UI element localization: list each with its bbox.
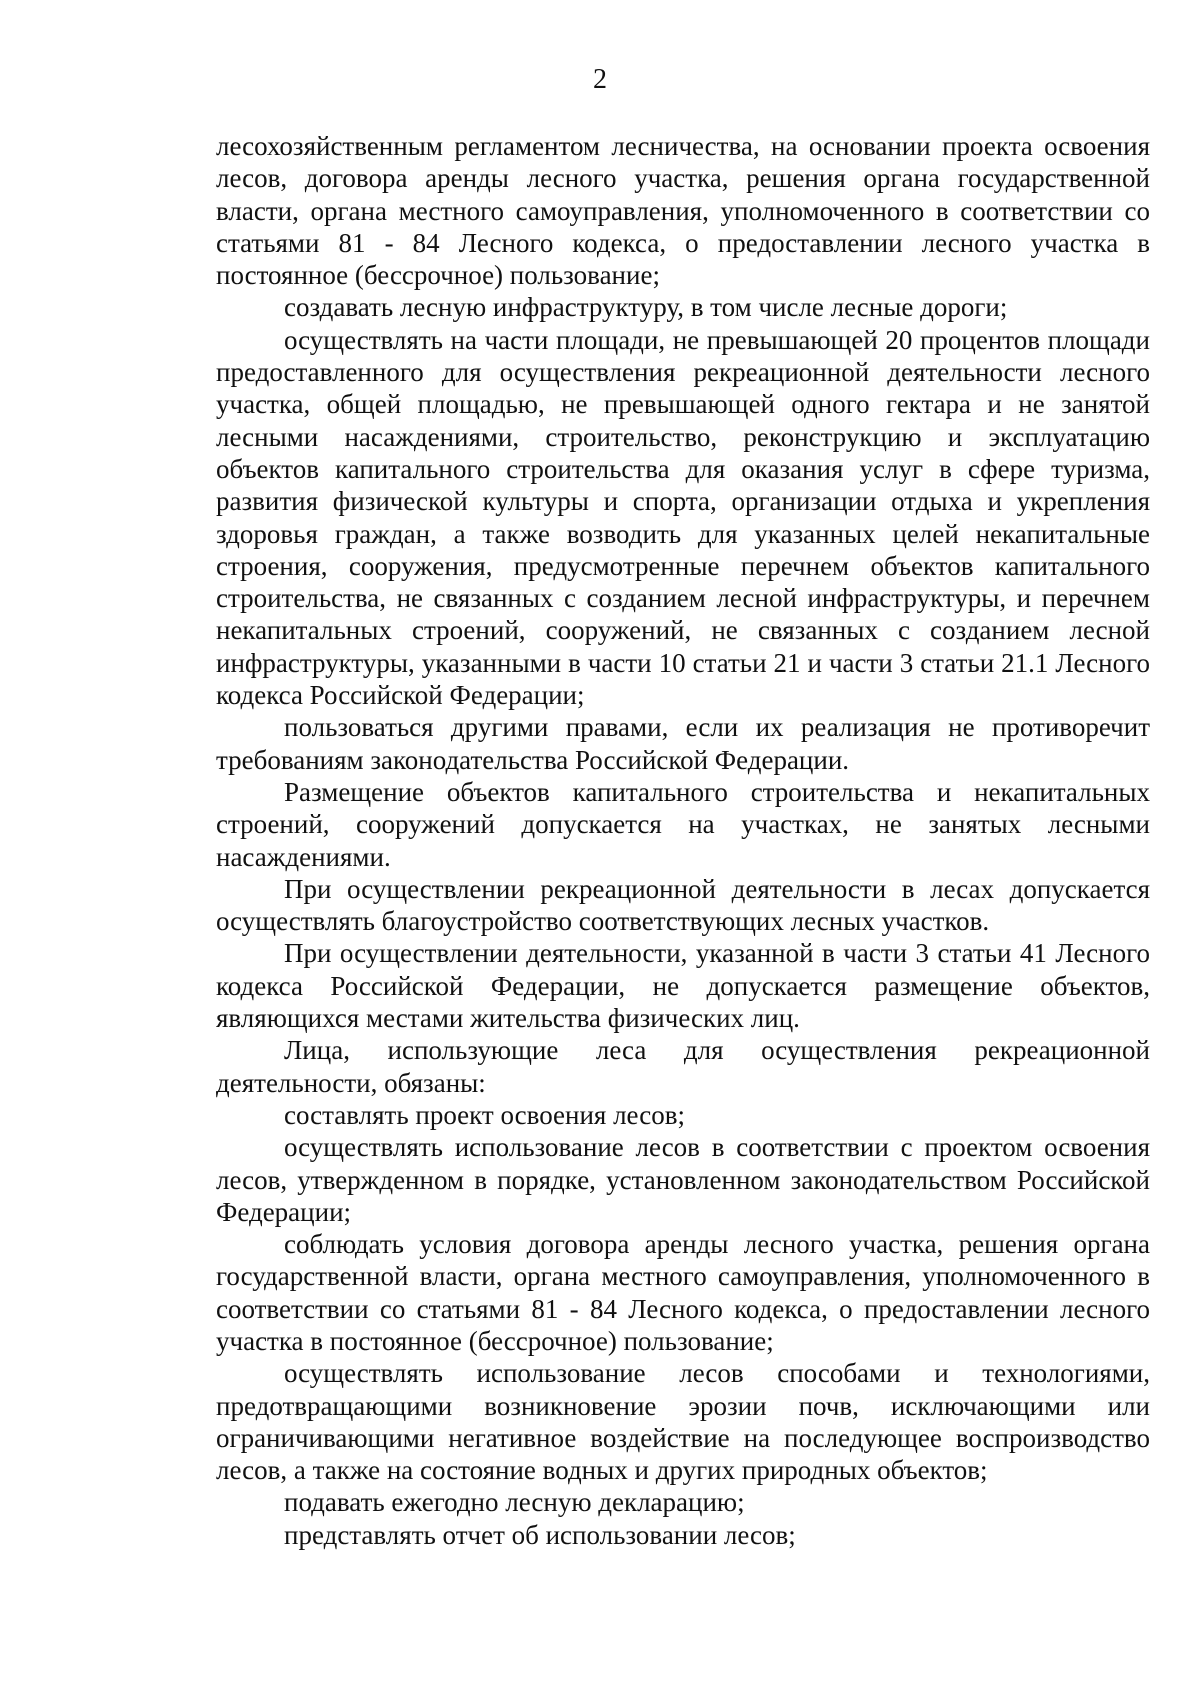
- paragraph: осуществлять использование лесов в соответствии с проектом освоения лесов, утвержденном в порядке, установленном законодательством Российской Федерации;: [216, 1132, 1150, 1227]
- paragraph: составлять проект освоения лесов;: [284, 1099, 685, 1130]
- paragraph: осуществлять на части площади, не превышающей 20 процентов площади предоставленного для осуществления рекреационной деятельности лесного участка, общей площадью, не превышающей одного гектара и не занятой лесными насаждениями, строительство, реконструкцию и эксплуатацию объектов капитального строительства для оказания услуг в сфере туризма, развития физической культуры и спорта, организации отдыха и укрепления здоровья граждан, а также возводить для указанных целей некапитальные строения, сооружения, предусмотренные перечнем объектов капитального строительства, не связанных с созданием лесной инфраструктуры, и перечнем некапитальных строений, сооружений, не связанных с созданием лесной инфраструктуры, указанными в части 10 статьи 21 и части 3 статьи 21.1 Лесного кодекса Российской Федерации;: [216, 324, 1150, 711]
- paragraph: создавать лесную инфраструктуру, в том числе лесные дороги;: [284, 292, 1008, 323]
- paragraph: Лица, использующие леса для осуществления рекреационной деятельности, обязаны:: [216, 1035, 1150, 1098]
- paragraph: Размещение объектов капитального строительства и некапитальных строений, сооружений допускается на участках, не занятых лесными насаждениями.: [216, 776, 1150, 872]
- paragraph: При осуществлении деятельности, указанной в части 3 статьи 41 Лесного кодекса Российской Федерации, не допускается размещение объектов, являющихся местами жительства физических лиц.: [216, 938, 1150, 1034]
- paragraph: При осуществлении рекреационной деятельности в лесах допускается осуществлять благоустройство соответствующих лесных участков.: [216, 873, 1150, 937]
- paragraph: пользоваться другими правами, если их реализация не противоречит требованиям законодательства Российской Федерации.: [216, 712, 1150, 775]
- page-number: 2: [593, 64, 607, 95]
- paragraph: представлять отчет об использовании лесов;: [284, 1519, 796, 1550]
- document-body: [216, 130, 1150, 1551]
- paragraph: подавать ежегодно лесную декларацию;: [284, 1487, 745, 1518]
- paragraph: соблюдать условия договора аренды лесного участка, решения органа государственной власти, органа местного самоуправления, уполномоченного в соответствии со статьями 81 - 84 Лесного кодекса, о предоставлении лесного участка в постоянное (бессрочное) пользование;: [216, 1229, 1150, 1356]
- paragraph: осуществлять использование лесов способами и технологиями, предотвращающими возникновение эрозии почв, исключающими или ограничивающими негативное воздействие на последующее воспроизводство лесов, а также на состояние водных и других природных объектов;: [216, 1358, 1150, 1486]
- paragraph-continuation: лесохозяйственным регламентом лесничества, на основании проекта освоения лесов, договора аренды лесного участка, решения органа государственной власти, органа местного самоуправления, уполномоченного в соответствии со статьями 81 - 84 Лесного кодекса, о предоставлении лесного участка в постоянное (бессрочное) пользование;: [216, 131, 1150, 291]
